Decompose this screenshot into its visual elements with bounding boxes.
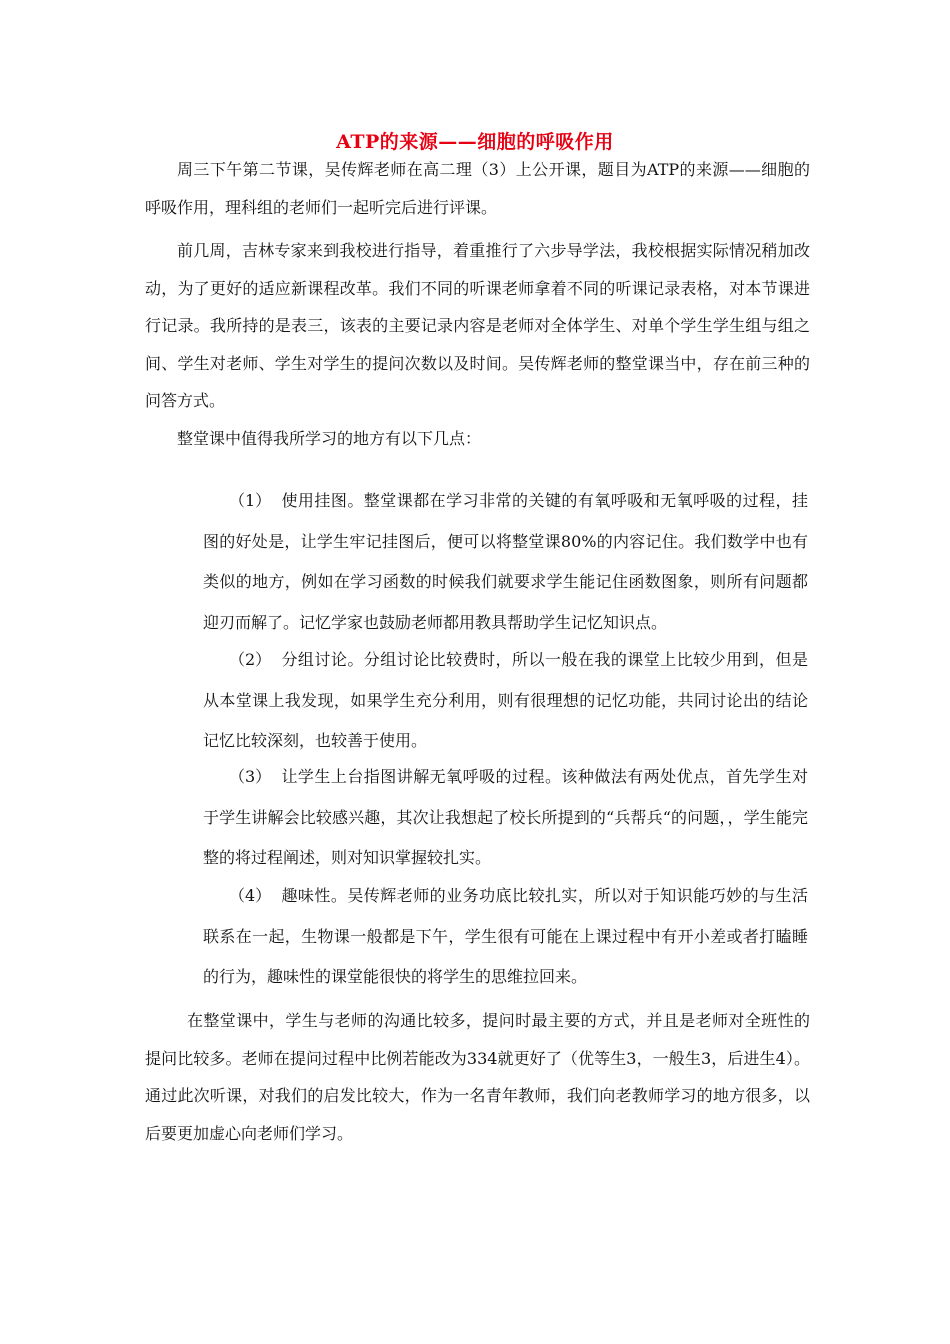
- point-text: 让学生上台指图讲解无氧呼吸的过程。该种做法有两处优点，首先学生对于学生讲解会比较感兴趣，其次让我想起了校长所提到的“兵帮兵“的问题，，学生能完整的将过程阐述，则对知识掌握较扎实。: [203, 767, 808, 867]
- point-number: （1）: [229, 491, 272, 510]
- intro-paragraph: 周三下午第二节课，吴传辉老师在高二理（3）上公开课，题目为ATP的来源——细胞的呼吸作用，理科组的老师们一起听完后进行评课。: [145, 160, 810, 217]
- point-item: [203, 876, 808, 998]
- point-number: （3）: [229, 767, 272, 786]
- point-item: [203, 640, 808, 762]
- point-text: 使用挂图。整堂课都在学习非常的关键的有氧呼吸和无氧呼吸的过程，挂图的好处是，让学生牢记挂图后，便可以将整堂课80%的内容记住。我们数学中也有类似的地方，例如在学习函数的时候我们就要求学生能记住函数图象，则所有问题都迎刃而解了。记忆学家也鼓励老师都用教具帮助学生记忆知识点。: [203, 491, 808, 632]
- point-item: [203, 757, 808, 879]
- lead-paragraph: 整堂课中值得我所学习的地方有以下几点：: [177, 429, 482, 448]
- conclusion-paragraph: 在整堂课中，学生与老师的沟通比较多，提问时最主要的方式，并且是老师对全班性的提问比较多。老师在提问过程中比例若能改为334就更好了（优等生3，一般生3，后进生4）。通过此次听课，对我们的启发比较大，作为一名青年教师，我们向老教师学习的地方很多，以后要更加虚心向老师们学习。: [145, 1011, 810, 1143]
- point-number: （4）: [229, 886, 272, 905]
- point-number: （2）: [229, 650, 272, 669]
- point-text: 分组讨论。分组讨论比较费时，所以一般在我的课堂上比较少用到，但是从本堂课上我发现，如果学生充分利用，则有很理想的记忆功能，共同讨论出的结论记忆比较深刻，也较善于使用。: [203, 650, 808, 750]
- point-text: 趣味性。吴传辉老师的业务功底比较扎实，所以对于知识能巧妙的与生活联系在一起，生物课一般都是下午，学生很有可能在上课过程中有开小差或者打瞌睡的行为，趣味性的课堂能很快的将学生的思维拉回来。: [203, 886, 808, 986]
- point-item: [203, 481, 808, 643]
- context-paragraph: 前几周，吉林专家来到我校进行指导，着重推行了六步导学法，我校根据实际情况稍加改动，为了更好的适应新课程改革。我们不同的听课老师拿着不同的听课记录表格，对本节课进行记录。我所持的是表三，该表的主要记录内容是老师对全体学生、对单个学生学生组与组之间、学生对老师、学生对学生的提问次数以及时间。吴传辉老师的整堂课当中，存在前三种的问答方式。: [145, 241, 810, 410]
- document-title: ATP的来源——细胞的呼吸作用: [336, 131, 614, 153]
